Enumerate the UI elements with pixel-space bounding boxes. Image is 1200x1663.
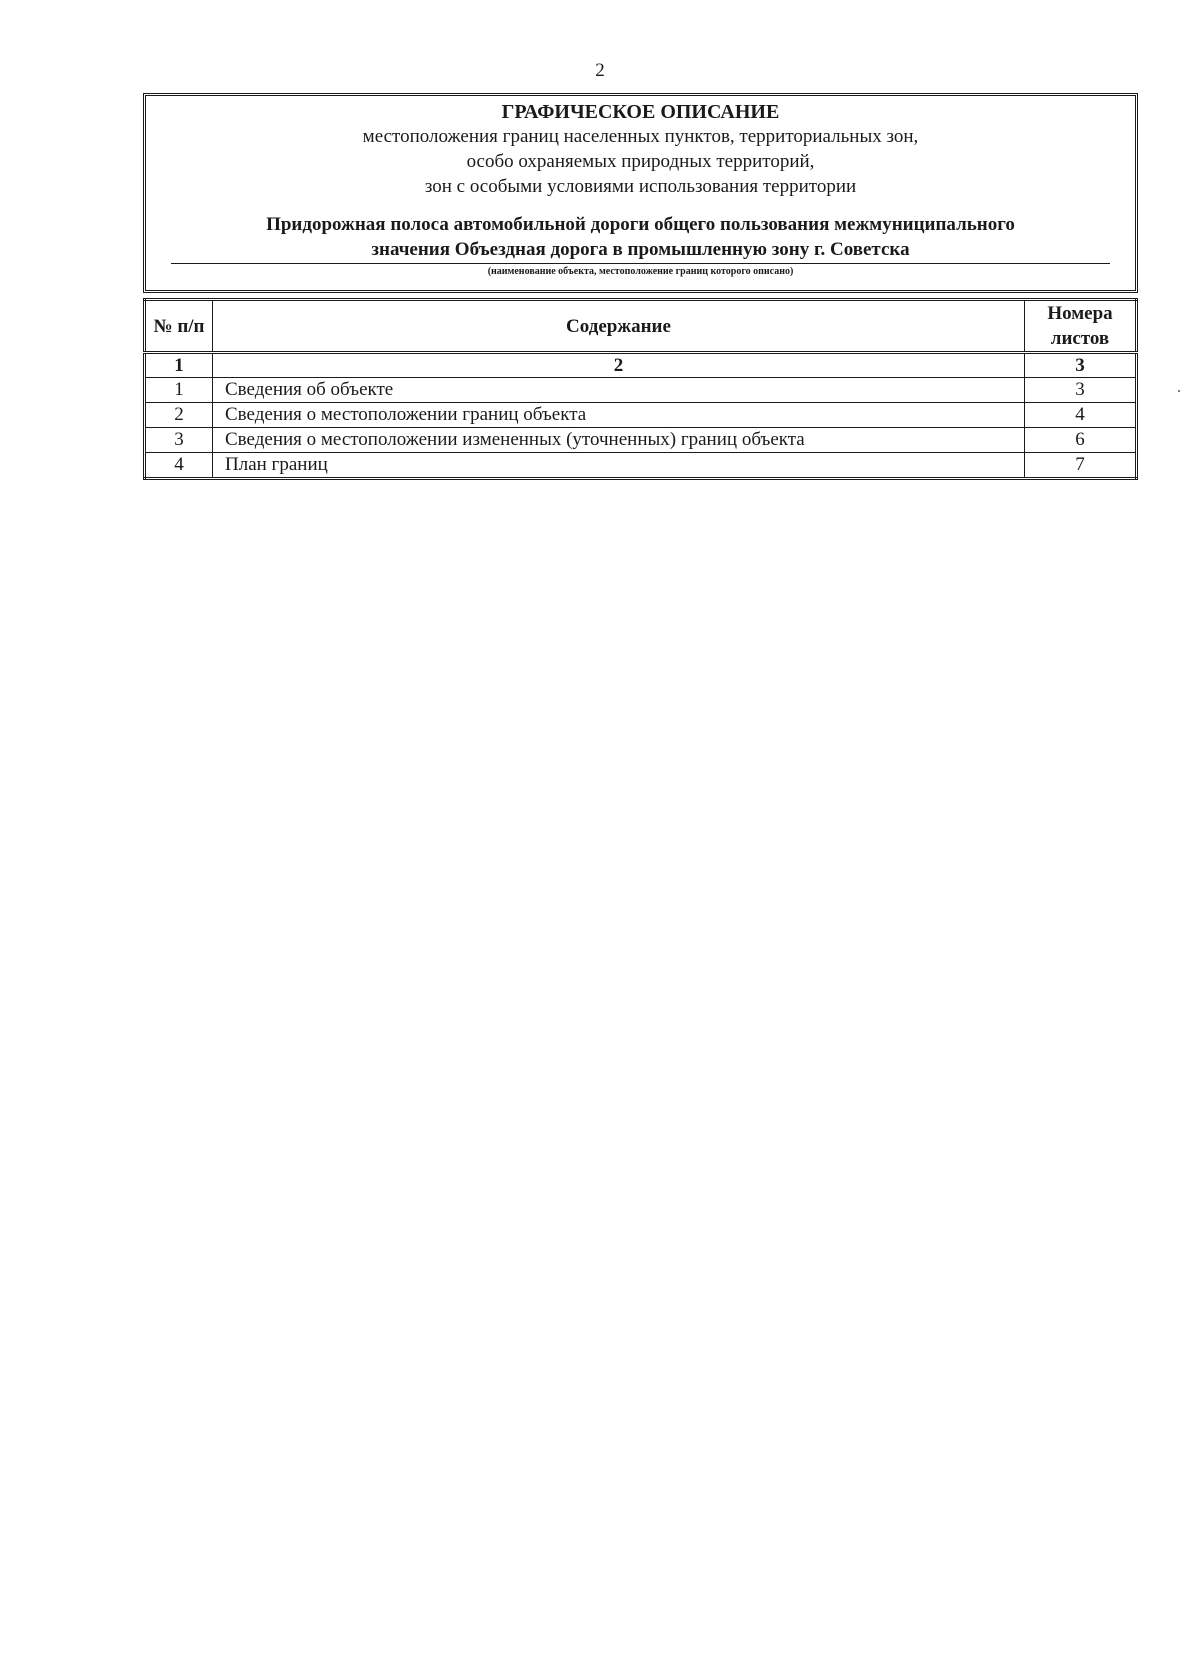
column-number-1: 1 <box>145 353 213 378</box>
object-name <box>146 212 1135 262</box>
row-content: Сведения о местоположении измененных (уточненных) границ объекта <box>213 428 1025 453</box>
table-header-row <box>145 300 1137 353</box>
header-content: Содержание <box>213 300 1025 353</box>
object-name-line-2: значения Объездная дорога в промышленную зону г. Советска <box>371 239 910 260</box>
object-caption: (наименование объекта, местоположение границ которого описано) <box>487 266 794 277</box>
header-sheets: Номера листов <box>1025 300 1137 353</box>
table-row <box>145 428 1137 453</box>
row-num: 2 <box>145 403 213 428</box>
row-sheets: 7 <box>1025 453 1137 479</box>
table-row <box>145 403 1137 428</box>
subtitle-line-1: местоположения границ населенных пунктов, территориальных зон, <box>362 126 919 147</box>
subtitle-line-2: особо охраняемых природных территорий, <box>466 151 815 172</box>
row-content: Сведения об объекте <box>213 378 1025 403</box>
header-box <box>143 93 1138 293</box>
table-row <box>145 453 1137 479</box>
document-title: ГРАФИЧЕСКОЕ ОПИСАНИЕ <box>501 101 780 123</box>
row-num: 1 <box>145 378 213 403</box>
row-content: Сведения о местоположении границ объекта <box>213 403 1025 428</box>
row-sheets: 4 <box>1025 403 1137 428</box>
row-num: 4 <box>145 453 213 479</box>
object-name-underline <box>171 263 1110 264</box>
object-name-line-1: Придорожная полоса автомобильной дороги общего пользования межмуниципального <box>266 214 1015 235</box>
subtitle-line-3: зон с особыми условиями использования территории <box>424 176 857 197</box>
column-number-3: 3 <box>1025 353 1137 378</box>
row-content: План границ <box>213 453 1025 479</box>
table-row <box>145 378 1137 403</box>
scan-speck <box>1178 390 1180 392</box>
row-sheets: 3 <box>1025 378 1137 403</box>
page-number: 2 <box>595 60 605 81</box>
row-num: 3 <box>145 428 213 453</box>
row-sheets: 6 <box>1025 428 1137 453</box>
header-num: № п/п <box>145 300 213 353</box>
contents-table <box>143 298 1138 480</box>
column-number-row <box>145 353 1137 378</box>
column-number-2: 2 <box>213 353 1025 378</box>
